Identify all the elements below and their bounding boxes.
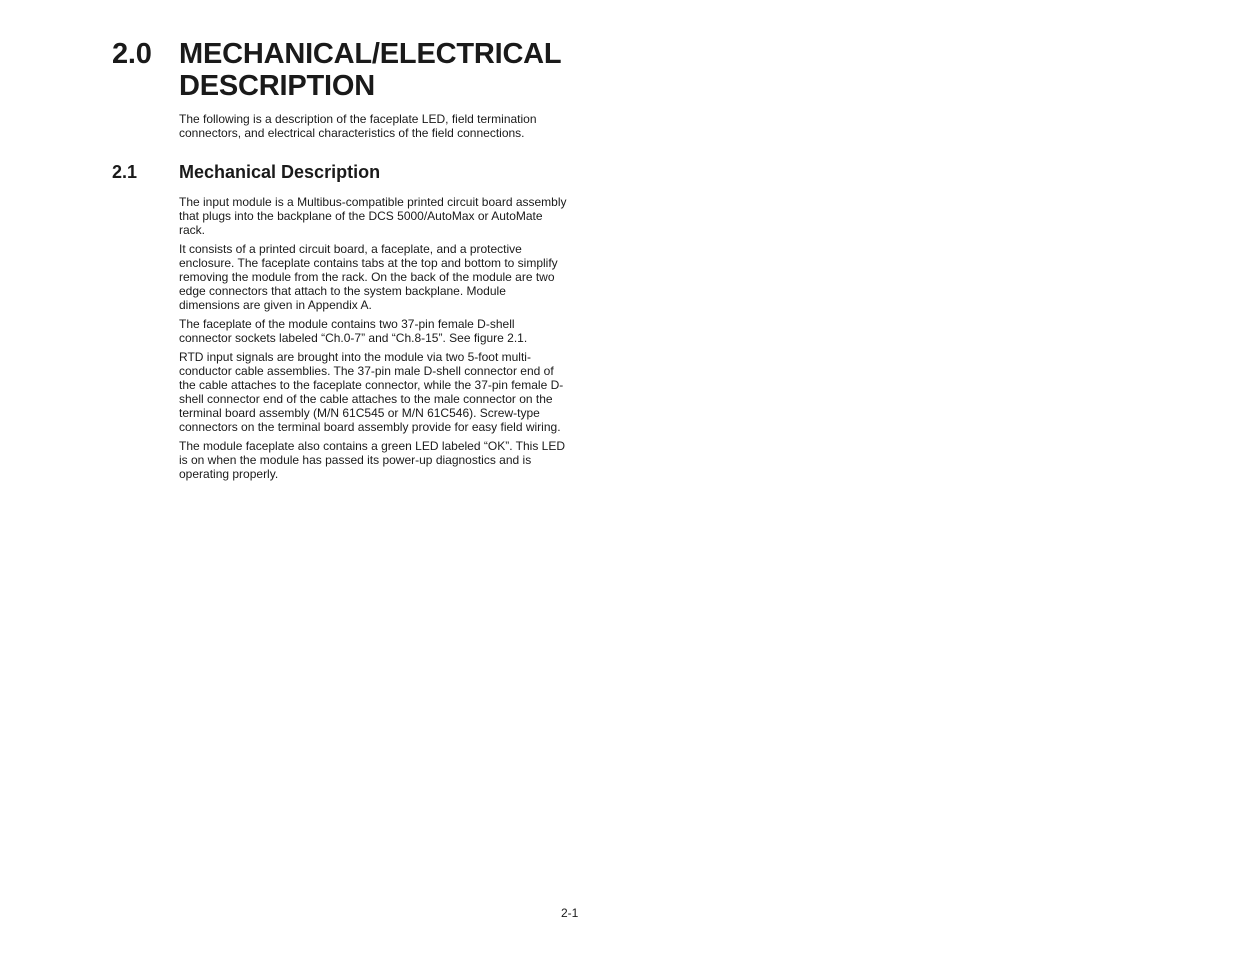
section-intro: The following is a description of the faceplate LED, field termination connectors, and electrical characteristics of the field connections. <box>179 112 537 140</box>
paragraph-faceplate: The faceplate of the module contains two 37-pin female D-shell connector sockets labeled “Ch.0-7” and “Ch.8-15”. See figure 2.1. <box>179 317 528 345</box>
section-number: 2.0 <box>112 38 152 70</box>
subsection-number: 2.1 <box>112 162 138 182</box>
paragraph-led: The module faceplate also contains a green LED labeled “OK”. This LED is on when the module has passed its power-up diagnostics and is operating properly. <box>179 439 565 481</box>
section-title: MECHANICAL/ELECTRICAL DESCRIPTION <box>179 38 561 102</box>
body-text <box>179 195 569 486</box>
paragraph-rtd-inputs: RTD input signals are brought into the module via two 5-foot multi-conductor cable assemblies. The 37-pin male D-shell connector end of the cable attaches to the faceplate connector, while the 37-pin female D-shell connector end of the cable attaches to the male connector on the terminal board assembly (M/N 61C545 or M/N 61C546). Screw-type connectors on the terminal board assembly provide for easy field wiring. <box>179 350 564 434</box>
subsection-title: Mechanical Description <box>179 162 381 182</box>
page-number: 2-1 <box>561 906 579 920</box>
paragraph-multibus: The input module is a Multibus-compatible printed circuit board assembly that plugs into the backplane of the DCS 5000/AutoMax or AutoMate rack. <box>179 195 567 237</box>
paragraph-components: It consists of a printed circuit board, a faceplate, and a protective enclosure. The faceplate contains tabs at the top and bottom to simplify removing the module from the rack. On the back of the module are two edge connectors that attach to the system backplane. Module dimensions are given in Appendix A. <box>179 242 558 312</box>
